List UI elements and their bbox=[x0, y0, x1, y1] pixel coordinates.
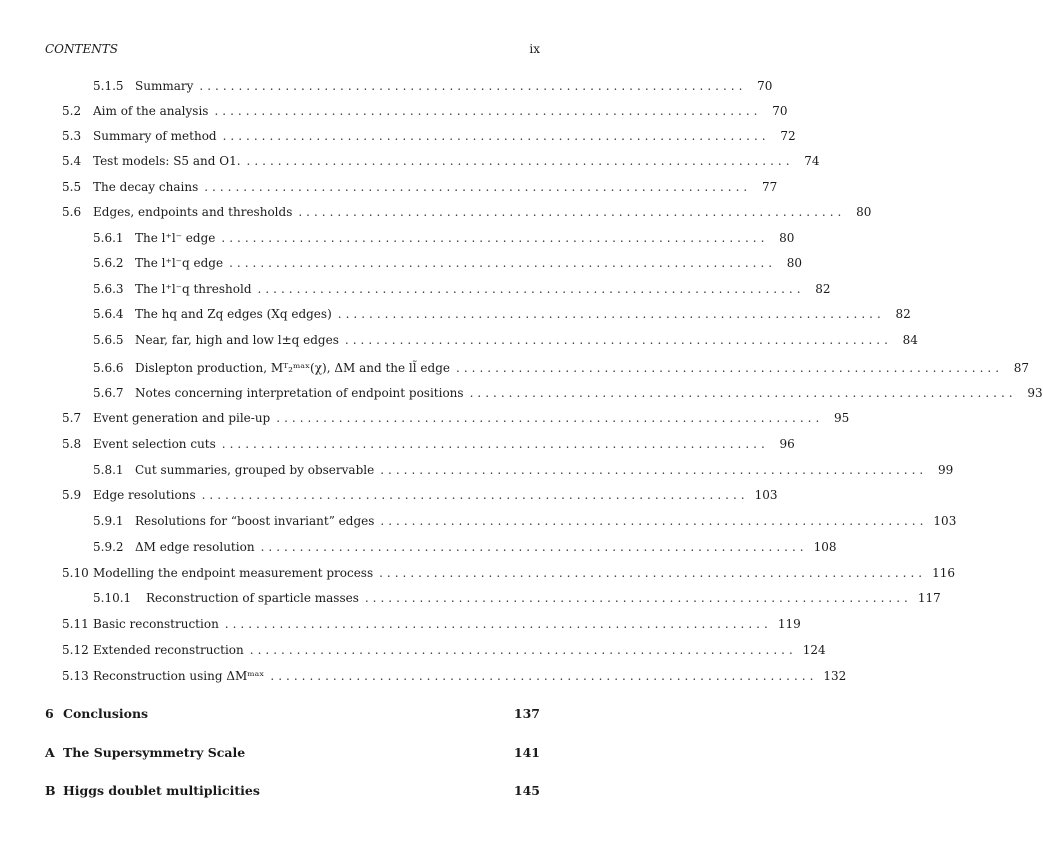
toc-entry-number: 5.6.7 bbox=[93, 386, 124, 400]
toc-entry-title: Reconstruction using ΔMᵐᵃˣ bbox=[93, 669, 265, 683]
toc-entry[interactable]: 5.1.5 Summary ...................................................................... 70 bbox=[93, 79, 773, 93]
toc-entry-page: 99 bbox=[937, 463, 954, 477]
toc-entry-title: Basic reconstruction bbox=[93, 617, 219, 631]
toc-entry-number: 5.6.1 bbox=[93, 231, 124, 245]
toc-entry[interactable]: 5.6.6 Dislepton production, Mᵀ₂ᵐᵃˣ(χ), ΔM and the ll̃ edge ...................................................................... 87 bbox=[93, 361, 1030, 375]
toc-entry-title: Event generation and pile-up bbox=[93, 411, 271, 425]
toc-entry-page: 80 bbox=[786, 256, 803, 270]
toc-entry-title: The l⁺l⁻ edge bbox=[135, 231, 216, 245]
toc-entry[interactable]: 5.11 Basic reconstruction ...................................................................... 119 bbox=[62, 617, 801, 631]
toc-entry-page: 82 bbox=[895, 307, 911, 321]
toc-entry-title: ΔM edge resolution bbox=[135, 540, 255, 554]
toc-entry-number: 5.6 bbox=[62, 205, 82, 219]
toc-entry-title: Aim of the analysis bbox=[93, 104, 209, 118]
toc-entry-page: 96 bbox=[779, 437, 795, 451]
toc-entry-number: 5.5 bbox=[62, 180, 82, 194]
toc-entry[interactable]: 5.9 Edge resolutions ...................................................................... 103 bbox=[62, 488, 778, 502]
toc-entry-title: Test models: S5 and O1. bbox=[93, 154, 241, 168]
toc-entry-title: Summary of method bbox=[93, 129, 217, 143]
toc-entry-title: The l⁺l⁻q threshold bbox=[135, 282, 252, 296]
toc-entry[interactable]: 5.6.3 The l⁺l⁻q threshold ...................................................................... 82 bbox=[93, 282, 831, 296]
toc-chapter-entry[interactable] bbox=[0, 744, 581, 762]
toc-entry[interactable]: 5.3 Summary of method ...................................................................... 72 bbox=[62, 129, 796, 143]
toc-entry-number: 5.9.2 bbox=[93, 540, 124, 554]
toc-entry[interactable]: 5.10 Modelling the endpoint measurement process ...................................................................... 116 bbox=[62, 566, 956, 580]
toc-entry[interactable]: 5.5 The decay chains ...................................................................... 77 bbox=[62, 180, 778, 194]
toc-entry-title: Notes concerning interpretation of endpoint positions bbox=[135, 386, 464, 400]
toc-entry-title: Summary bbox=[135, 79, 194, 93]
toc-entry-number: 5.9.1 bbox=[93, 514, 124, 528]
toc-entry-page: 95 bbox=[833, 411, 850, 425]
toc-entry-number: A bbox=[45, 745, 55, 760]
toc-entry-number: 5.12 bbox=[62, 643, 89, 657]
toc-entry[interactable]: 5.8 Event selection cuts ...................................................................... 96 bbox=[62, 437, 795, 451]
toc-entry-page: 74 bbox=[804, 154, 820, 168]
toc-entry-number: 5.9 bbox=[62, 488, 82, 502]
toc-entry-number: 5.10 bbox=[62, 566, 89, 580]
toc-entry-page: 80 bbox=[856, 205, 872, 219]
toc-entry[interactable]: 5.6.5 Near, far, high and low l±q edges ...................................................................... 84 bbox=[93, 333, 918, 347]
toc-entry[interactable]: 5.6.2 The l⁺l⁻q edge ...................................................................... 80 bbox=[93, 256, 803, 270]
toc-entry-page: 145 bbox=[513, 783, 540, 798]
toc-entry-page: 103 bbox=[933, 514, 957, 528]
toc-entry-number: 5.2 bbox=[62, 104, 82, 118]
toc-chapter-entry[interactable] bbox=[0, 782, 581, 800]
toc-entry[interactable]: 5.13 Reconstruction using ΔMᵐᵃˣ ...................................................................... 132 bbox=[62, 669, 847, 683]
toc-entry[interactable]: 5.9.1 Resolutions for “boost invariant” edges ...................................................................... 103 bbox=[93, 514, 957, 528]
toc-entry-page: 117 bbox=[917, 591, 941, 605]
toc-entry[interactable]: 5.6.7 Notes concerning interpretation of endpoint positions ...................................................................... 93 bbox=[93, 386, 1043, 400]
toc-entry-number: 5.8.1 bbox=[93, 463, 124, 477]
toc-entry-title: The hq and Zq edges (Xq edges) bbox=[135, 307, 332, 321]
toc-entry-page: 116 bbox=[932, 566, 956, 580]
toc-chapter-entry[interactable] bbox=[0, 705, 581, 723]
toc-entry-title: Edge resolutions bbox=[93, 488, 196, 502]
toc-entry-title: Modelling the endpoint measurement process bbox=[93, 566, 374, 580]
toc-entry[interactable]: 5.10.1 Reconstruction of sparticle masses ...................................................................... 117 bbox=[93, 591, 941, 605]
toc-entry-number: 5.4 bbox=[62, 154, 82, 168]
toc-entry[interactable]: 5.9.2 ΔM edge resolution ...................................................................... 108 bbox=[93, 540, 837, 554]
toc-entry-page: 84 bbox=[902, 333, 918, 347]
toc-entry[interactable]: 5.6 Edges, endpoints and thresholds ...................................................................... 80 bbox=[62, 205, 872, 219]
toc-entry-title: The l⁺l⁻q edge bbox=[135, 256, 224, 270]
toc-entry-title: Event selection cuts bbox=[93, 437, 216, 451]
toc-entry-title: Dislepton production, Mᵀ₂ᵐᵃˣ(χ), ΔM and the ll̃ edge bbox=[135, 361, 450, 375]
toc-entry-page: 70 bbox=[757, 79, 773, 93]
page-number: ix bbox=[529, 42, 540, 56]
toc-entry-title: The decay chains bbox=[93, 180, 199, 194]
toc-entry-page: 103 bbox=[754, 488, 778, 502]
toc-entry-page: 80 bbox=[779, 231, 795, 245]
toc-entry-number: 5.13 bbox=[62, 669, 89, 683]
toc-entry-page: 70 bbox=[772, 104, 788, 118]
toc-entry-number: 5.6.4 bbox=[93, 307, 124, 321]
toc-entry-title: Higgs doublet multiplicities bbox=[63, 783, 260, 798]
toc-entry-number: 5.7 bbox=[62, 411, 82, 425]
toc-entry-title: Near, far, high and low l±q edges bbox=[135, 333, 339, 347]
toc-entry-page: 108 bbox=[813, 540, 837, 554]
toc-entry-title: Reconstruction of sparticle masses bbox=[146, 591, 359, 605]
toc-entry-page: 87 bbox=[1013, 361, 1030, 375]
toc-entry-number: 5.6.2 bbox=[93, 256, 124, 270]
toc-entry-number: 5.8 bbox=[62, 437, 82, 451]
toc-entry-title: Edges, endpoints and thresholds bbox=[93, 205, 293, 219]
toc-entry-number: 5.3 bbox=[62, 129, 82, 143]
toc-entry-page: 82 bbox=[815, 282, 831, 296]
toc-entry-page: 93 bbox=[1027, 386, 1043, 400]
toc-entry-number: 5.6.5 bbox=[93, 333, 124, 347]
toc-entry-page: 77 bbox=[761, 180, 778, 194]
toc-entry-title: Conclusions bbox=[63, 706, 149, 721]
toc-entry[interactable]: 5.4 Test models: S5 and O1. ...................................................................... 74 bbox=[62, 154, 820, 168]
toc-entry-page: 141 bbox=[513, 745, 540, 760]
toc-entry-number: B bbox=[45, 783, 56, 798]
toc-entry[interactable]: 5.12 Extended reconstruction ...................................................................... 124 bbox=[62, 643, 826, 657]
toc-entry-page: 137 bbox=[513, 706, 540, 721]
toc-entry[interactable]: 5.8.1 Cut summaries, grouped by observable ...................................................................... 99 bbox=[93, 463, 954, 477]
toc-entry[interactable]: 5.6.4 The hq and Zq edges (Xq edges) ...................................................................... 82 bbox=[93, 307, 911, 321]
toc-entry[interactable]: 5.6.1 The l⁺l⁻ edge ...................................................................... 80 bbox=[93, 231, 795, 245]
running-header bbox=[45, 42, 540, 58]
toc-entry-number: 6 bbox=[45, 706, 54, 721]
toc-entry-title: Resolutions for “boost invariant” edges bbox=[135, 514, 375, 528]
toc-entry-title: Extended reconstruction bbox=[93, 643, 244, 657]
toc-entry-page: 119 bbox=[777, 617, 801, 631]
toc-entry-page: 124 bbox=[802, 643, 826, 657]
toc-entry-title: Cut summaries, grouped by observable bbox=[135, 463, 375, 477]
toc-entry-number: 5.11 bbox=[62, 617, 89, 631]
toc-entry-page: 72 bbox=[780, 129, 796, 143]
toc-entry-number: 5.10.1 bbox=[93, 591, 132, 605]
toc-entry-number: 5.1.5 bbox=[93, 79, 124, 93]
toc-entry-number: 5.6.6 bbox=[93, 361, 124, 375]
toc-entry[interactable]: 5.7 Event generation and pile-up ...................................................................... 95 bbox=[62, 411, 850, 425]
toc-entry-page: 132 bbox=[823, 669, 847, 683]
toc-entry-number: 5.6.3 bbox=[93, 282, 124, 296]
toc-entry-title: The Supersymmetry Scale bbox=[63, 745, 246, 760]
toc-entry[interactable]: 5.2 Aim of the analysis ...................................................................... 70 bbox=[62, 104, 788, 118]
running-header-title: CONTENTS bbox=[45, 42, 119, 56]
